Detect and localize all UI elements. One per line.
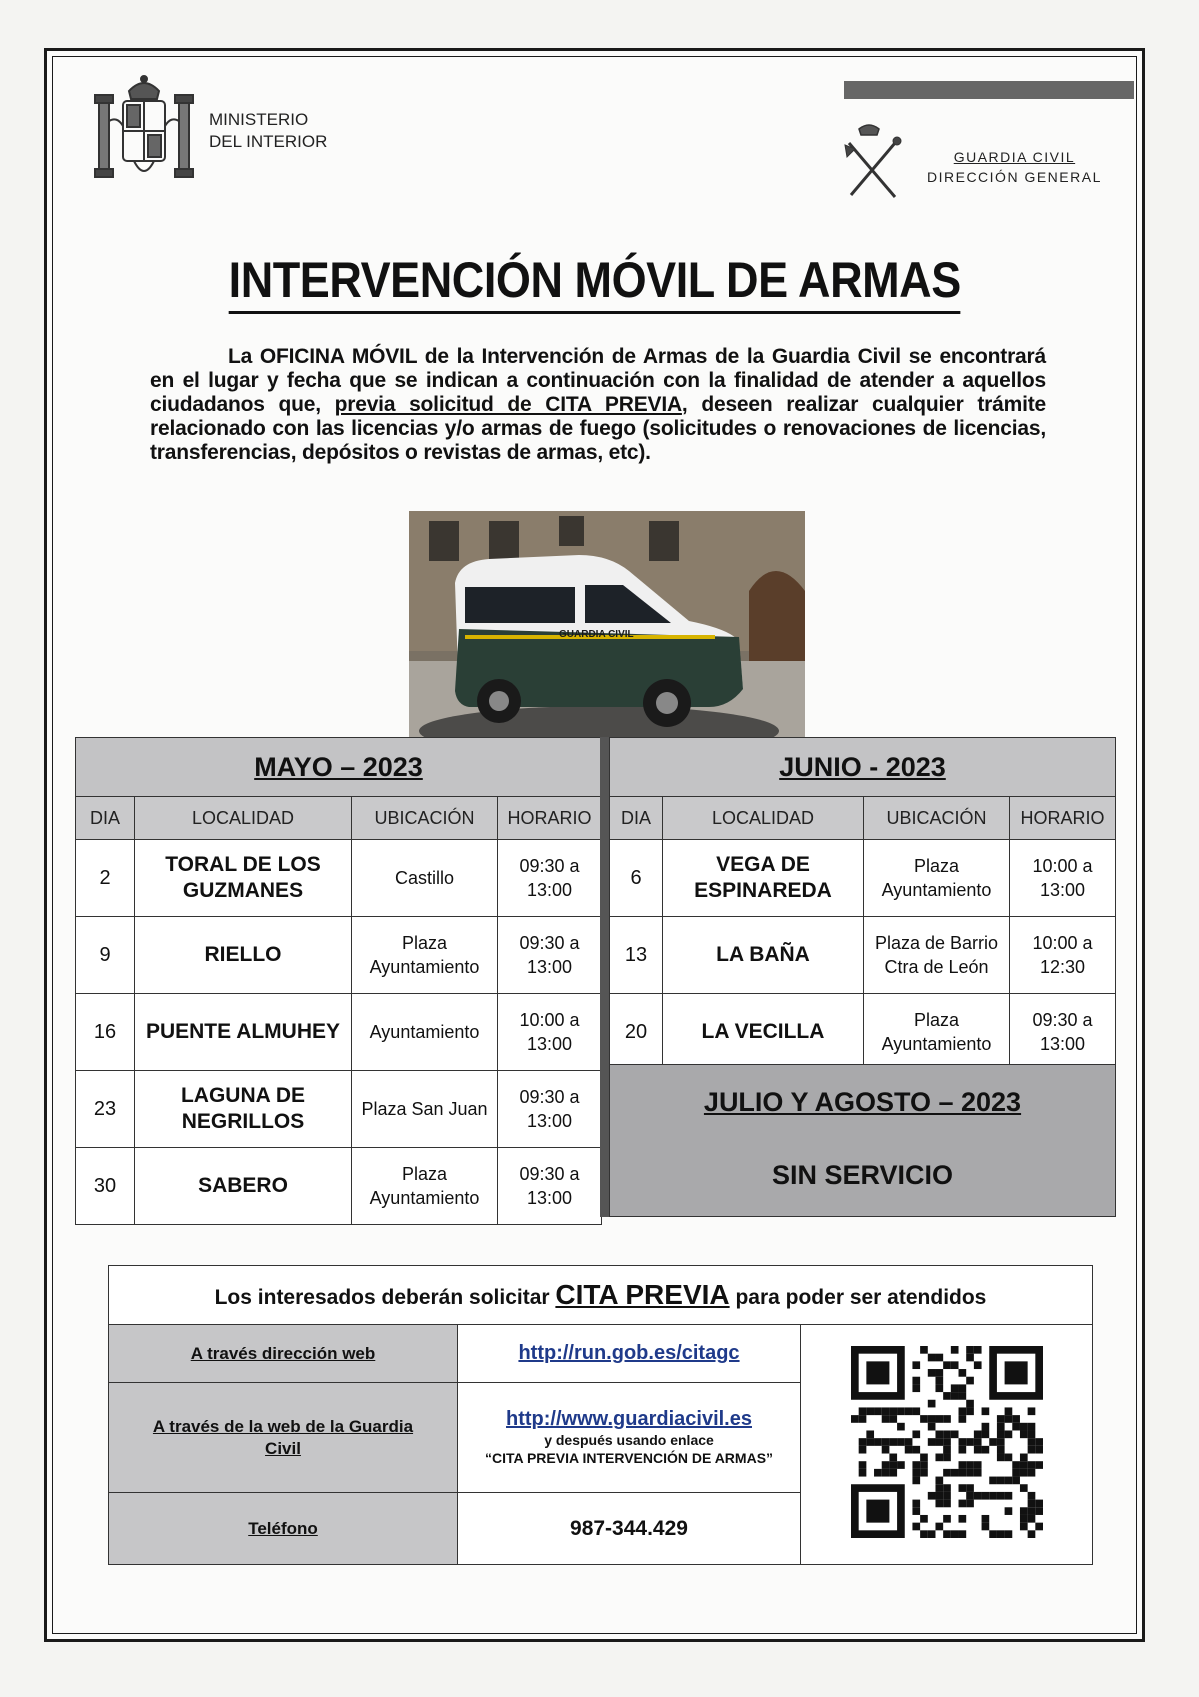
qr-module: [866, 1438, 874, 1446]
col-horario: HORARIO: [1010, 797, 1116, 840]
row-horario: 09:30 a 13:00: [498, 1148, 602, 1225]
qr-module: [935, 1523, 943, 1531]
qr-module: [943, 1438, 951, 1446]
ministry-line2: DEL INTERIOR: [209, 132, 328, 151]
qr-module: [1035, 1461, 1043, 1469]
qr-module: [1027, 1507, 1035, 1515]
gc-note1: y después usando enlace: [544, 1432, 714, 1448]
qr-module: [1012, 1469, 1020, 1477]
qr-module: [851, 1415, 859, 1423]
qr-module: [897, 1461, 905, 1469]
qr-module: [966, 1407, 974, 1415]
qr-module: [935, 1415, 943, 1423]
qr-module: [912, 1446, 920, 1454]
qr-module: [904, 1446, 912, 1454]
qr-module: [1027, 1407, 1035, 1415]
qr-module: [1027, 1446, 1035, 1454]
qr-module: [958, 1515, 966, 1523]
row-dia: 20: [610, 994, 663, 1071]
qr-module: [935, 1369, 943, 1377]
gc-line2: DIRECCIÓN GENERAL: [927, 169, 1102, 185]
row-localidad: LA BAÑA: [663, 917, 864, 994]
qr-module: [889, 1469, 897, 1477]
qr-module: [927, 1492, 935, 1500]
qr-module: [1027, 1430, 1035, 1438]
qr-module: [958, 1407, 966, 1415]
qr-module: [1027, 1500, 1035, 1508]
qr-module: [927, 1400, 935, 1408]
qr-module: [1019, 1484, 1027, 1492]
qr-module: [897, 1407, 905, 1415]
qr-module: [958, 1530, 966, 1538]
qr-module: [958, 1484, 966, 1492]
qr-module: [1012, 1477, 1020, 1485]
van-illustration: [409, 511, 805, 761]
col-localidad: LOCALIDAD: [663, 797, 864, 840]
mobile-office-photo: [409, 511, 805, 761]
col-dia: DIA: [610, 797, 663, 840]
qr-module: [958, 1438, 966, 1446]
qr-module: [1019, 1430, 1027, 1438]
row-dia: 2: [76, 840, 135, 917]
qr-module: [958, 1446, 966, 1454]
guardia-civil-header: [927, 149, 1102, 185]
summer-title: JULIO Y AGOSTO – 2023: [703, 1087, 1022, 1117]
qr-module: [874, 1469, 882, 1477]
qr-module: [1004, 1530, 1012, 1538]
row-ubicacion: Plaza San Juan: [352, 1071, 498, 1148]
qr-module: [920, 1530, 928, 1538]
row-localidad: TORAL DE LOS GUZMANES: [135, 840, 352, 917]
intro-paragraph: [150, 345, 1046, 465]
qr-module: [858, 1469, 866, 1477]
guardia-civil-emblem-icon: [837, 123, 917, 203]
qr-module: [943, 1530, 951, 1538]
qr-module: [912, 1523, 920, 1531]
qr-module: [943, 1446, 951, 1454]
qr-module: [943, 1430, 951, 1438]
booking-value-web: [458, 1325, 801, 1383]
mayo-title: [76, 738, 602, 797]
qr-module: [966, 1438, 974, 1446]
ministry-line1: MINISTERIO: [209, 110, 309, 129]
table-row: [610, 994, 1116, 1071]
row-ubicacion: Plaza de Barrio Ctra de León: [864, 917, 1010, 994]
qr-module: [943, 1361, 951, 1369]
mayo-title-text: MAYO – 2023: [254, 751, 423, 782]
qr-code-icon[interactable]: [851, 1346, 1043, 1538]
qr-module: [981, 1407, 989, 1415]
qr-module: [935, 1454, 943, 1462]
qr-module: [989, 1492, 997, 1500]
summer-notice: [609, 1064, 1116, 1217]
qr-module: [996, 1430, 1004, 1438]
qr-module: [1012, 1461, 1020, 1469]
qr-module: [1035, 1507, 1043, 1515]
qr-module: [874, 1407, 882, 1415]
qr-module: [966, 1354, 974, 1362]
page-title-text: INTERVENCIÓN MÓVIL DE ARMAS: [228, 251, 960, 314]
qr-module: [966, 1492, 974, 1500]
qr-module: [966, 1484, 974, 1492]
qr-module: [1004, 1507, 1012, 1515]
qr-module: [1019, 1423, 1027, 1431]
qr-module: [966, 1400, 974, 1408]
qr-module: [897, 1438, 905, 1446]
col-horario: HORARIO: [498, 797, 602, 840]
qr-module: [935, 1384, 943, 1392]
qr-module: [912, 1407, 920, 1415]
qr-module: [1035, 1438, 1043, 1446]
qr-module: [912, 1384, 920, 1392]
qr-finder: [1004, 1361, 1027, 1384]
qr-module: [935, 1477, 943, 1485]
qr-module: [950, 1430, 958, 1438]
header-bar: [844, 81, 1134, 99]
qr-module: [874, 1438, 882, 1446]
qr-module: [881, 1446, 889, 1454]
qr-module: [912, 1461, 920, 1469]
qr-module: [1027, 1438, 1035, 1446]
qr-module: [973, 1469, 981, 1477]
schedule-mayo-table: [75, 737, 602, 1225]
table-row: [610, 840, 1116, 917]
booking-value-gc-web: [458, 1383, 801, 1493]
qr-module: [996, 1423, 1004, 1431]
qr-module: [889, 1415, 897, 1423]
qr-module: [912, 1361, 920, 1369]
qr-module: [973, 1461, 981, 1469]
qr-module: [1012, 1415, 1020, 1423]
summer-status: SIN SERVICIO: [771, 1160, 954, 1190]
qr-module: [912, 1377, 920, 1385]
qr-module: [943, 1415, 951, 1423]
qr-module: [1019, 1469, 1027, 1477]
qr-module: [981, 1523, 989, 1531]
qr-module: [897, 1423, 905, 1431]
qr-module: [889, 1461, 897, 1469]
qr-module: [950, 1361, 958, 1369]
qr-module: [858, 1438, 866, 1446]
qr-module: [881, 1407, 889, 1415]
qr-module: [920, 1454, 928, 1462]
qr-module: [973, 1430, 981, 1438]
row-horario: 09:30 a 13:00: [1010, 994, 1116, 1071]
qr-module: [958, 1369, 966, 1377]
row-ubicacion: Plaza Ayuntamiento: [864, 994, 1010, 1071]
qr-module: [912, 1500, 920, 1508]
qr-module: [973, 1446, 981, 1454]
qr-module: [981, 1515, 989, 1523]
booking-table: [108, 1265, 1093, 1565]
booking-value-phone: [458, 1493, 801, 1565]
qr-module: [966, 1500, 974, 1508]
qr-module: [1027, 1423, 1035, 1431]
schedule-divider: [600, 737, 609, 1217]
intro-text-2: , deseen realizar cualquier trámite relacionado con las licencias y/o armas de fuego (solicitudes o renovaciones de licencias, transferencias, depósitos o revistas de armas, etc).: [150, 393, 1046, 464]
qr-module: [973, 1346, 981, 1354]
col-ubicacion: UBICACIÓN: [352, 797, 498, 840]
qr-module: [1035, 1446, 1043, 1454]
qr-module: [1035, 1500, 1043, 1508]
qr-module: [858, 1461, 866, 1469]
row-horario: 09:30 a 13:00: [498, 1071, 602, 1148]
qr-module: [920, 1415, 928, 1423]
page-title: [47, 251, 1142, 314]
coat-of-arms-icon: [89, 71, 199, 191]
qr-module: [1019, 1454, 1027, 1462]
qr-module: [935, 1500, 943, 1508]
qr-module: [1019, 1507, 1027, 1515]
qr-module: [996, 1415, 1004, 1423]
qr-module: [943, 1492, 951, 1500]
qr-module: [858, 1415, 866, 1423]
qr-module: [958, 1384, 966, 1392]
qr-module: [1027, 1461, 1035, 1469]
qr-module: [950, 1469, 958, 1477]
junio-title-text: JUNIO - 2023: [779, 751, 946, 782]
row-ubicacion: Castillo: [352, 840, 498, 917]
qr-module: [1035, 1523, 1043, 1531]
row-ubicacion: Ayuntamiento: [352, 994, 498, 1071]
qr-module: [935, 1430, 943, 1438]
row-dia: 13: [610, 917, 663, 994]
qr-module: [966, 1377, 974, 1385]
qr-module: [996, 1446, 1004, 1454]
qr-module: [989, 1530, 997, 1538]
qr-module: [927, 1369, 935, 1377]
qr-module: [1019, 1523, 1027, 1531]
booking-label-web: A través dirección web: [109, 1325, 458, 1383]
qr-module: [943, 1484, 951, 1492]
qr-module: [943, 1515, 951, 1523]
row-horario: 10:00 a 13:00: [498, 994, 602, 1071]
phone-number: 987-344.429: [570, 1516, 688, 1540]
qr-module: [912, 1469, 920, 1477]
qr-module: [958, 1392, 966, 1400]
qr-module: [881, 1415, 889, 1423]
junio-title: [610, 738, 1116, 797]
booking-headline: [109, 1266, 1093, 1325]
qr-module: [935, 1484, 943, 1492]
qr-module: [935, 1377, 943, 1385]
row-localidad: SABERO: [135, 1148, 352, 1225]
qr-module: [966, 1461, 974, 1469]
row-dia: 30: [76, 1148, 135, 1225]
qr-module: [889, 1454, 897, 1462]
row-ubicacion: Plaza Ayuntamiento: [352, 1148, 498, 1225]
row-localidad: LAGUNA DE NEGRILLOS: [135, 1071, 352, 1148]
qr-module: [973, 1492, 981, 1500]
qr-module: [1004, 1430, 1012, 1438]
qr-module: [943, 1454, 951, 1462]
row-localidad: LA VECILLA: [663, 994, 864, 1071]
qr-module: [958, 1469, 966, 1477]
qr-module: [943, 1500, 951, 1508]
qr-module: [889, 1407, 897, 1415]
qr-module: [920, 1469, 928, 1477]
headline-pre: Los interesados deberán solicitar: [214, 1286, 556, 1309]
table-row: [76, 840, 602, 917]
row-dia: 9: [76, 917, 135, 994]
qr-module: [966, 1346, 974, 1354]
qr-module: [866, 1407, 874, 1415]
schedule-junio-table: [609, 737, 1116, 1071]
qr-module: [927, 1438, 935, 1446]
row-localidad: VEGA DE ESPINAREDA: [663, 840, 864, 917]
qr-module: [927, 1415, 935, 1423]
qr-module: [996, 1477, 1004, 1485]
qr-module: [1004, 1492, 1012, 1500]
qr-module: [1019, 1515, 1027, 1523]
qr-module: [927, 1423, 935, 1431]
row-dia: 16: [76, 994, 135, 1071]
qr-module: [881, 1438, 889, 1446]
qr-module: [996, 1492, 1004, 1500]
qr-module: [950, 1392, 958, 1400]
qr-module: [958, 1461, 966, 1469]
qr-module: [889, 1438, 897, 1446]
qr-code-cell: [801, 1325, 1093, 1565]
qr-module: [996, 1454, 1004, 1462]
qr-module: [927, 1354, 935, 1362]
qr-module: [1004, 1477, 1012, 1485]
gc-note2: “CITA PREVIA INTERVENCIÓN DE ARMAS”: [484, 1450, 774, 1466]
col-dia: DIA: [76, 797, 135, 840]
col-ubicacion: UBICACIÓN: [864, 797, 1010, 840]
qr-module: [935, 1354, 943, 1362]
qr-module: [904, 1438, 912, 1446]
qr-module: [989, 1477, 997, 1485]
intro-text-1: La OFICINA MÓVIL de la Intervención de Armas de la Guardia Civil se encontrará en el lugar y fecha que se indican a continuación con la finalidad de atender a aquellos ciudadanos que,: [150, 345, 1046, 416]
qr-module: [920, 1346, 928, 1354]
qr-module: [973, 1438, 981, 1446]
row-localidad: PUENTE ALMUHEY: [135, 994, 352, 1071]
qr-module: [858, 1446, 866, 1454]
row-dia: 6: [610, 840, 663, 917]
qr-module: [1004, 1407, 1012, 1415]
gc-line1: GUARDIA CIVIL: [953, 149, 1076, 165]
citagc-link[interactable]: http://run.gob.es/citagc: [518, 1342, 740, 1364]
guardiacivil-link[interactable]: http://www.guardiacivil.es: [506, 1408, 752, 1430]
qr-module: [935, 1438, 943, 1446]
qr-module: [1019, 1461, 1027, 1469]
qr-module: [1027, 1530, 1035, 1538]
qr-finder: [866, 1361, 889, 1384]
row-horario: 10:00 a 13:00: [1010, 840, 1116, 917]
qr-module: [973, 1361, 981, 1369]
headline-cita-previa: CITA PREVIA: [555, 1279, 730, 1310]
booking-label-gc-web: A través de la web de la Guardia Civil: [109, 1383, 458, 1493]
qr-module: [943, 1392, 951, 1400]
row-dia: 23: [76, 1071, 135, 1148]
qr-module: [943, 1469, 951, 1477]
table-row: [610, 917, 1116, 994]
qr-module: [935, 1492, 943, 1500]
qr-module: [981, 1492, 989, 1500]
row-horario: 10:00 a 12:30: [1010, 917, 1116, 994]
qr-module: [1027, 1469, 1035, 1477]
qr-module: [1004, 1454, 1012, 1462]
qr-module: [966, 1469, 974, 1477]
row-horario: 09:30 a 13:00: [498, 840, 602, 917]
qr-module: [912, 1507, 920, 1515]
qr-module: [912, 1430, 920, 1438]
qr-module: [981, 1430, 989, 1438]
qr-module: [958, 1500, 966, 1508]
qr-module: [950, 1530, 958, 1538]
qr-module: [958, 1415, 966, 1423]
col-localidad: LOCALIDAD: [135, 797, 352, 840]
qr-module: [981, 1446, 989, 1454]
row-ubicacion: Plaza Ayuntamiento: [352, 917, 498, 994]
row-horario: 09:30 a 13:00: [498, 917, 602, 994]
qr-module: [1004, 1415, 1012, 1423]
qr-finder: [866, 1500, 889, 1523]
qr-module: [904, 1407, 912, 1415]
qr-module: [881, 1469, 889, 1477]
qr-module: [996, 1530, 1004, 1538]
booking-label-phone: Teléfono: [109, 1493, 458, 1565]
qr-module: [1012, 1423, 1020, 1431]
qr-module: [950, 1346, 958, 1354]
ministry-header: [89, 71, 327, 191]
qr-module: [927, 1530, 935, 1538]
qr-module: [996, 1438, 1004, 1446]
qr-module: [881, 1461, 889, 1469]
headline-post: para poder ser atendidos: [729, 1286, 987, 1309]
table-row: [76, 994, 602, 1071]
qr-module: [950, 1384, 958, 1392]
qr-module: [858, 1407, 866, 1415]
van-label: GUARDIA CIVIL: [559, 629, 634, 640]
row-ubicacion: Plaza Ayuntamiento: [864, 840, 1010, 917]
qr-module: [912, 1477, 920, 1485]
row-localidad: RIELLO: [135, 917, 352, 994]
qr-module: [1027, 1515, 1035, 1523]
intro-underlined: previa solicitud de CITA PREVIA: [334, 393, 682, 416]
qr-module: [1027, 1492, 1035, 1500]
qr-module: [920, 1515, 928, 1523]
qr-module: [866, 1430, 874, 1438]
qr-module: [920, 1461, 928, 1469]
table-row: [76, 1148, 602, 1225]
table-row: [76, 1071, 602, 1148]
qr-module: [981, 1423, 989, 1431]
qr-module: [989, 1438, 997, 1446]
table-row: [76, 917, 602, 994]
